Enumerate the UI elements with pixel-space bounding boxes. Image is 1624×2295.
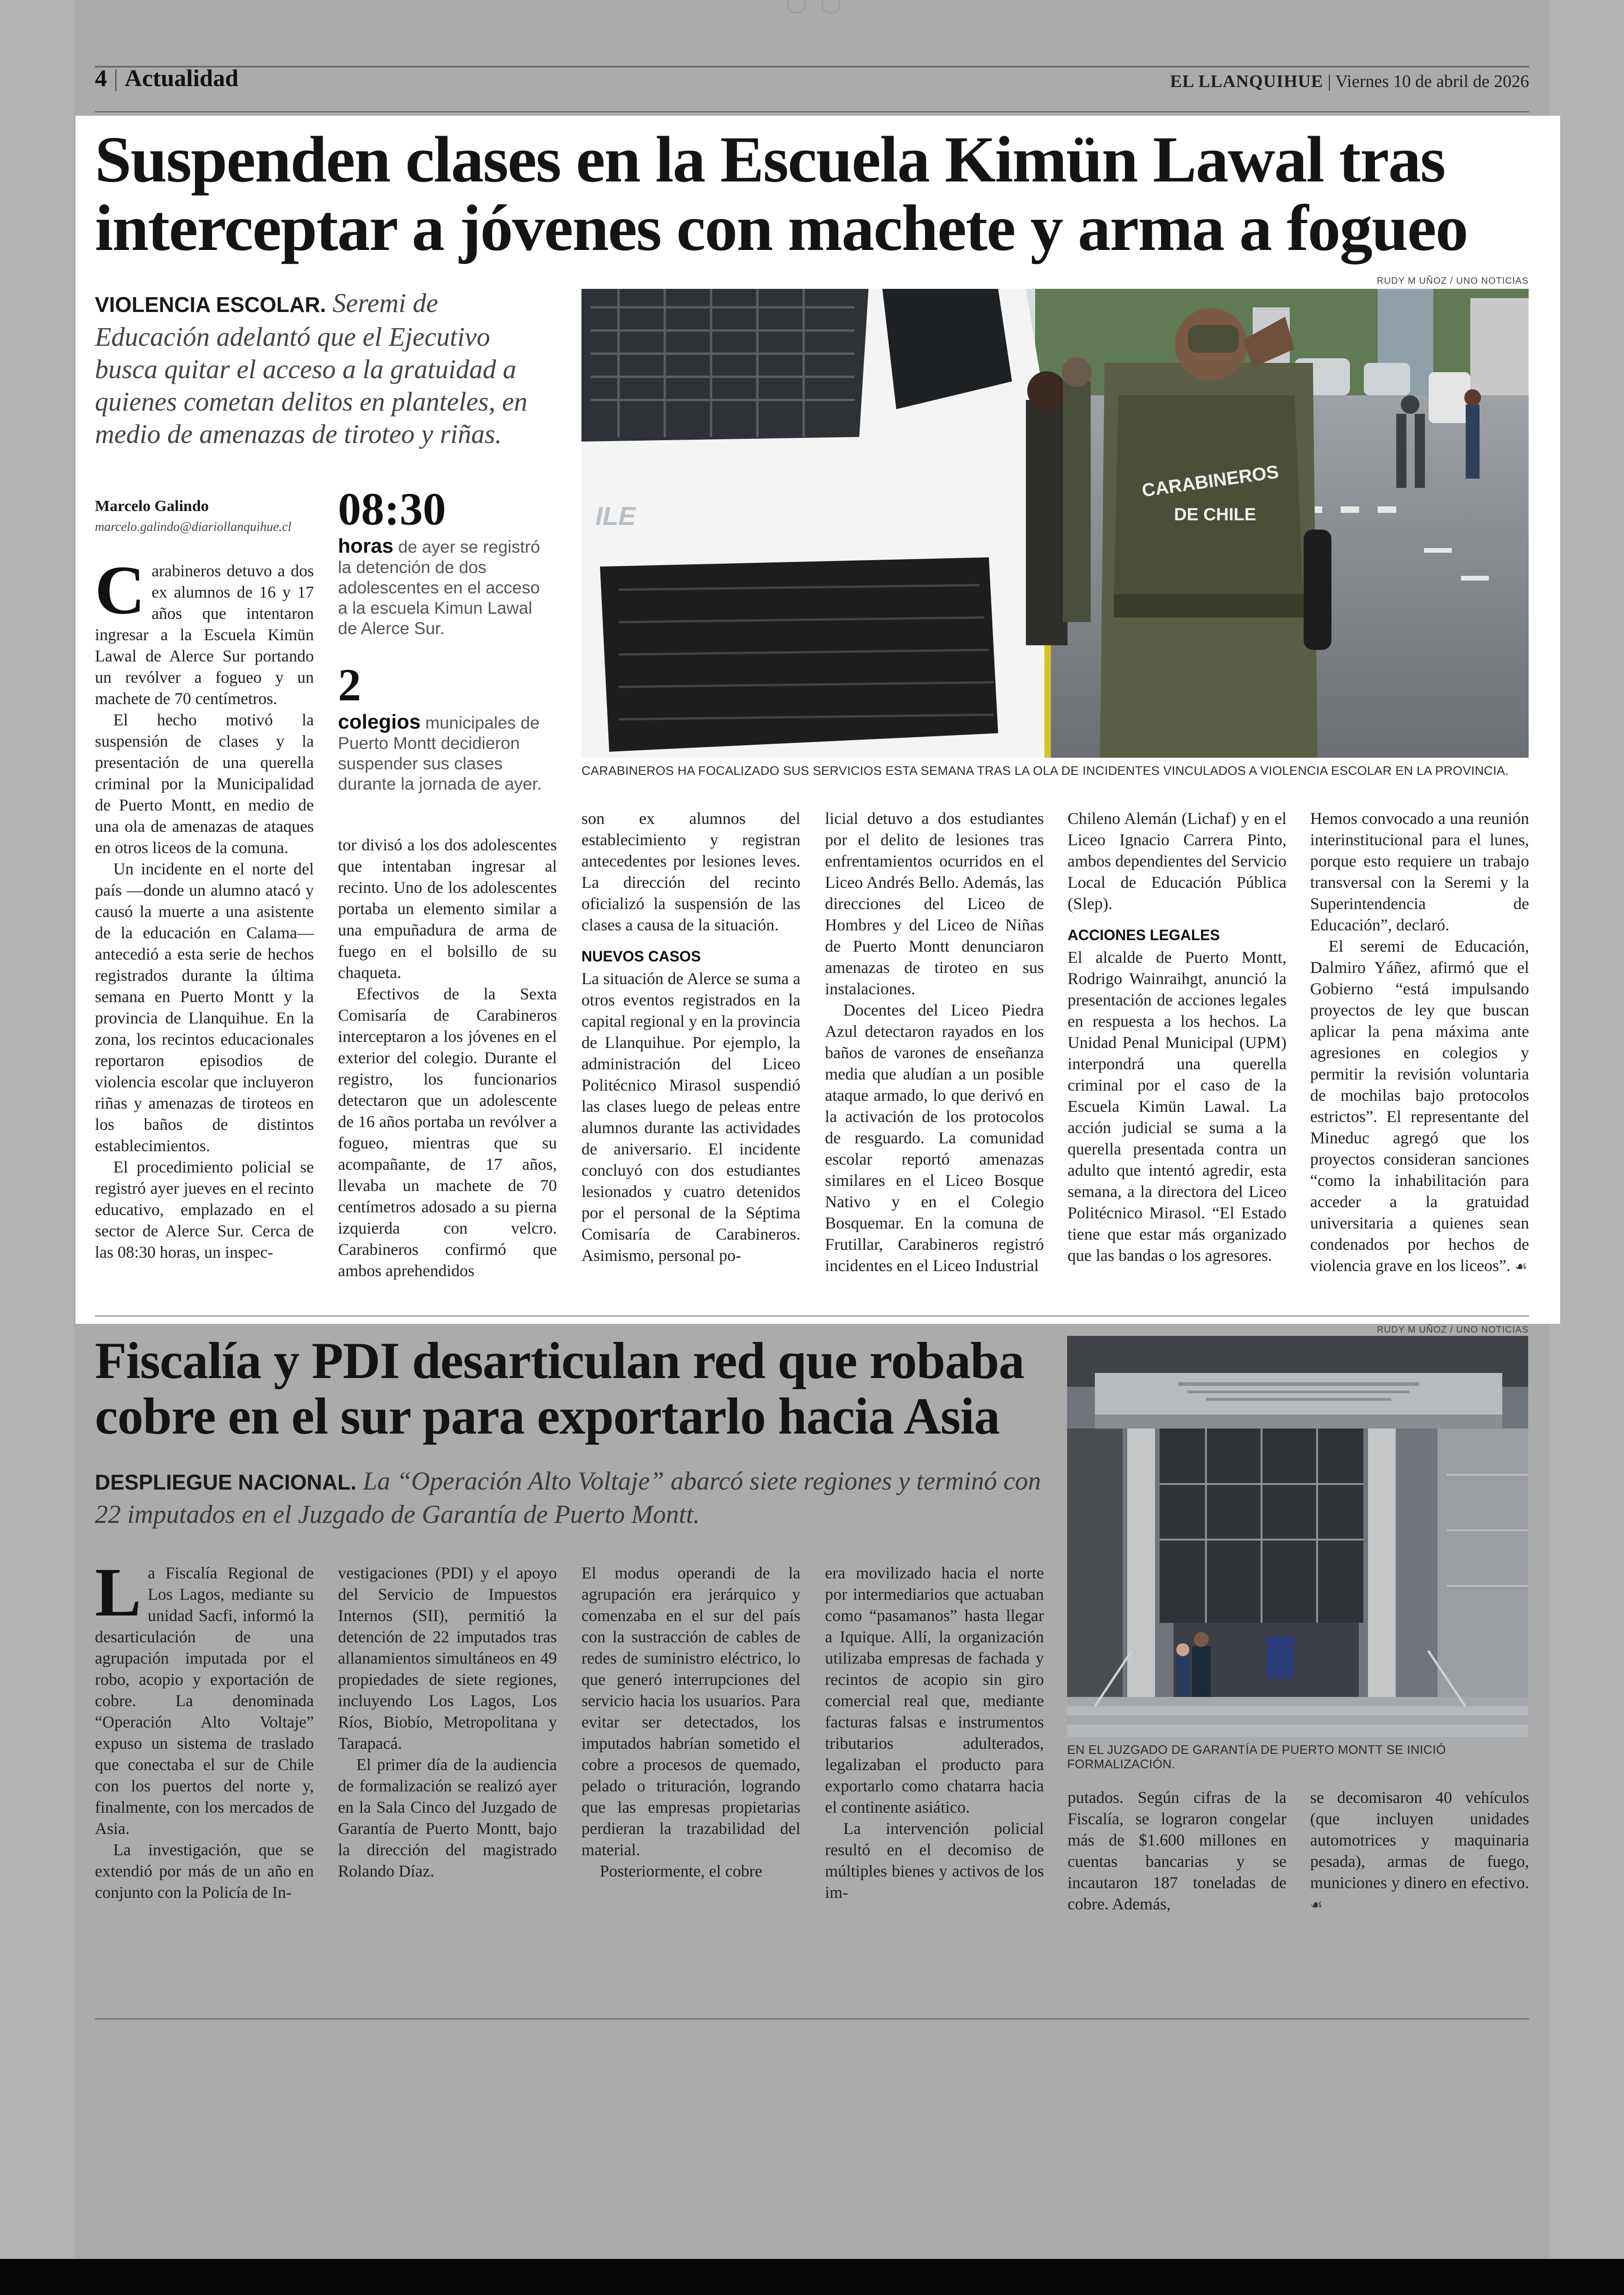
stat-schools-description [338, 712, 551, 794]
body-paragraph: Chileno Alemán (Lichaf) y en el Liceo Ignacio Carrera Pinto, ambos dependientes del Servicio Local de Educación Pública (Slep). [1068, 809, 1287, 913]
article-1-column-6 [1310, 808, 1529, 1278]
stat-time-label: horas [338, 535, 394, 557]
masthead-dateline [1170, 71, 1529, 92]
article-1-headline: Suspenden clases en la Escuela Kimün Lawal tras interceptar a jóvenes con machete y arma a fogueo [95, 123, 1468, 264]
article-1-photo-caption: CARABINEROS HA FOCALIZADO SUS SERVICIOS ESTA SEMANA TRAS LA OLA DE INCIDENTES VINCULADOS A VIOLENCIA ESCOLAR EN LA PROVINCIA. [581, 764, 1509, 778]
van-lettering: ILE [595, 501, 636, 530]
article-1-photo-credit: RUDY M UÑOZ / UNO NOTICIAS [1377, 276, 1529, 286]
body-paragraph: El alcalde de Puerto Montt, Rodrigo Wainraihgt, anunció la presentación de acciones legales en respuesta a los hechos. La Unidad Penal Municipal (UPM) interpondrá una querella criminal por el caso de la Escuela Kimün Lawal. La acción judicial se suma a la querella presentada contra un adulto que intentó agredir, esta semana, a la directora del Liceo Politécnico Mirasol. “El Estado tiene que estar más organizado que las bandas o los agresores. [1068, 948, 1287, 1265]
header-bottom-rule [95, 111, 1529, 112]
article-2-headline: Fiscalía y PDI desarticulan red que robaba cobre en el sur para exportarlo hacia Asia [95, 1332, 1024, 1445]
body-paragraph: La situación de Alerce se suma a otros eventos registrados en la capital regional y en la provincia de Llanquihue. Por ejemplo, la administración del Liceo Politécnico Mirasol suspendió las clases luego de peleas entre alumnos durante las actividades de aniversario. El incidente concluyó con dos estudiantes lesionados y cuatro detenidos por el personal de la Séptima Comisaría de Carabineros. Asimismo, personal po- [581, 969, 800, 1265]
article-2-kicker-text: La “Operación Alto Voltaje” abarcó siete regiones y terminó con 22 imputados en el Juzgado de Garantía de Puerto Montt. [95, 1467, 1041, 1529]
article-1-column-2 [338, 834, 557, 1281]
article-1-column-1 [95, 552, 314, 1263]
article-1-kicker [95, 287, 558, 450]
article-1-photo [581, 289, 1529, 758]
section-name: Actualidad [125, 65, 239, 92]
stat-time-value: 08:30 [338, 483, 446, 535]
body-paragraph: Posteriormente, el cobre [600, 1862, 762, 1880]
article-2-photo-credit: RUDY M UÑOZ / UNO NOTICIAS [1377, 1325, 1529, 1335]
carabineros-photo-illustration [581, 289, 1529, 758]
body-paragraph: Efectivos de la Sexta Comisaría de Carabineros interceptaron a los jóvenes en el exterior del colegio. Durante el registro, los funcionarios detectaron que un adolescente de 16 años portaba un revólver a fogueo, mientras que su acompañante, de 17 años, llevaba un machete de 70 centímetros adosado a su pierna izquierda con velcro. Carabineros confirmó que ambos aprehendidos [338, 985, 557, 1280]
page-section-label [95, 65, 238, 92]
dateline-separator: | [1327, 72, 1331, 91]
header-top-rule [95, 66, 1529, 68]
article-2-column-1 [95, 1554, 314, 1903]
body-paragraph: a Fiscalía Regional de Los Lagos, mediante su unidad Sacfi, informó la desarticulación de una agrupación imputada por el robo, acopio y exportación de cobre. La denominada “Operación Alto Voltaje” expuso un sistema de traslado que conectaba el sur de Chile con los puertos del norte y, finalmente, con los mercados de Asia. [95, 1564, 314, 1838]
end-of-article-icon: ☙ [1310, 1897, 1323, 1913]
article-2-kicker-tag: DESPLIEGUE NACIONAL. [95, 1470, 356, 1494]
article-2-kicker [95, 1465, 1067, 1531]
article-2-column-5 [1068, 1787, 1287, 1915]
body-paragraph [1310, 1787, 1529, 1916]
article-1-kicker-tag: VIOLENCIA ESCOLAR. [95, 293, 326, 317]
viewer-bottom-bar [0, 2259, 1624, 2295]
stat-schools-text: municipales de Puerto Montt decidieron suspender sus clases durante la jornada de ayer. [338, 713, 542, 793]
body-paragraph: vestigaciones (PDI) y el apoyo del Servicio de Impuestos Internos (SII), permitió la detención de 22 imputados tras allanamientos simultáneos en 49 propiedades de siete regiones, incluyendo Los Lagos, Los Ríos, Biobío, Metropolitana y Tarapacá. [338, 1564, 557, 1752]
author-name: Marcelo Galindo [95, 498, 209, 515]
stat-schools-value: 2 [338, 659, 361, 711]
article-1-dropcap: C [95, 552, 145, 629]
body-paragraph-text: se decomisaron 40 vehículos (que incluyen unidades automotrices y maquinaria pesada), armas de fuego, municiones y dinero en efectivo. [1310, 1788, 1529, 1892]
article-2-column-3 [581, 1562, 800, 1882]
end-of-article-icon: ☙ [1514, 1259, 1527, 1274]
article-2-column-6 [1310, 1787, 1529, 1916]
body-paragraph-text: El seremi de Educación, Dalmiro Yáñez, afirmó que el Gobierno “está impulsando proyectos de ley que buscan aplicar la pena máxima ante agresiones en colegios y permitir la revisión voluntaria de mochilas bajo protocolos estrictos”. El representante del Mineduc agregó que los proyectos consideran sanciones “como la inhabilitación para acceder a la gratuidad universitaria a quienes sean condenados por hechos de violencia grave en los liceos”. [1310, 937, 1529, 1275]
body-paragraph: tor divisó a los dos adolescentes que intentaban ingresar al recinto. Uno de los adolescentes portaba un elemento similar a una empuñadura de arma de fuego en el bolsillo de su chaqueta. [338, 836, 557, 982]
stat-time-text: de ayer se registró la detención de dos adolescentes en el acceso a la escuela Kimun Lawal de Alerce Sur. [338, 537, 540, 638]
header-separator: | [113, 65, 119, 92]
body-paragraph: son ex alumnos del establecimiento y registran antecedentes por lesiones leves. La dirección del recinto oficializó la suspensión de las clases a causa de la situación. [581, 809, 800, 934]
article-2-photo-caption: EN EL JUZGADO DE GARANTÍA DE PUERTO MONTT SE INICIÓ FORMALIZACIÓN. [1067, 1743, 1446, 1771]
body-paragraph: El primer día de la audiencia de formalización se realizó ayer en la Sala Cinco del Juzgado de Garantía de Puerto Montt, bajo la dirección del magistrado Rolando Díaz. [338, 1755, 557, 1880]
article-1-column-4 [825, 808, 1044, 1276]
page-bottom-rule [95, 2018, 1529, 2020]
article-2-column-4 [825, 1562, 1044, 1903]
body-paragraph: arabineros detuvo a dos ex alumnos de 16 y 17 años que intentaron ingresar a la Escuela Kimün Lawal de Alerce Sur portando un revólver a fogueo y un machete de 70 centímetros. [95, 561, 314, 708]
stat-box-time [338, 483, 551, 639]
article-1-byline [95, 498, 336, 535]
body-paragraph: El modus operandi de la agrupación era jerárquico y comenzaba en el sur del país con la sustracción de cables de redes de suministro eléctrico, lo que generó interrupciones del servicio hacia los usuarios. Para evitar ser detectados, los imputados habrían sometido el cobre a procesos de quemado, pelado o trituración, logrando que las empresas propietarias perdieran la trazabilidad del material. [581, 1564, 800, 1859]
body-paragraph: Un incidente en el norte del país —donde un alumno atacó y causó la muerte a una asistente de la educación en Calama— antecedió a esta serie de hechos registrados durante la última semana en Puerto Montt y la provincia de Llanquihue. En la zona, los recintos educacionales reportaron episodios de violencia escolar que incluyeron riñas y amenazas de tiroteos en los baños de distintos establecimientos. [95, 860, 314, 1155]
courthouse-photo-illustration [1067, 1336, 1528, 1737]
stat-box-schools [338, 659, 551, 794]
article-2-dropcap: L [95, 1554, 142, 1631]
stat-time-description [338, 536, 551, 639]
subhead-nuevos-casos: NUEVOS CASOS [581, 948, 701, 965]
body-paragraph: El procedimiento policial se registró ayer jueves en el recinto educativo, emplazado en el sector de Alerce Sur. Cerca de las 08:30 horas, un inspec- [95, 1158, 314, 1261]
article-2-photo [1067, 1336, 1528, 1737]
body-paragraph: era movilizado hacia el norte por intermediarios que actuaban como “pasamanos” hasta llegar a Iquique. Allí, la organización utilizaba empresas de fachada y recintos de acopio sin giro comercial real que, mediante facturas falsas e instrumentos tributarios adulterados, legalizaban el producto para exportarlo como chatarra hacia el continente asiático. [825, 1564, 1044, 1816]
body-paragraph: putados. Según cifras de la Fiscalía, se lograron congelar más de $1.600 millones en cuentas bancarias y se incautaron 187 toneladas de cobre. Además, [1068, 1788, 1287, 1913]
body-paragraph: La intervención policial resultó en el decomiso de múltiples bienes y activos de los im- [825, 1819, 1044, 1902]
article-1-column-3 [581, 808, 800, 1266]
article-1-column-5 [1068, 808, 1287, 1266]
vest-lettering-line-1: CARABINEROS [1140, 461, 1280, 501]
body-paragraph: La investigación, que se extendió por más de un año en conjunto con la Policía de In- [95, 1840, 314, 1902]
article-1-kicker-text: Seremi de Educación adelantó que el Ejecutivo busca quitar el acceso a la gratuidad a quienes cometan delitos en planteles, en medio de amenazas de tiroteo y riñas. [95, 288, 528, 449]
publication-name: EL LLANQUIHUE [1170, 72, 1324, 91]
body-paragraph [1310, 935, 1529, 1278]
body-paragraph: Docentes del Liceo Piedra Azul detectaron rayados en los baños de varones de enseñanza media que aludían a un posible ataque armado, lo que derivó en la activación de los protocolos de resguardo. La comunidad escolar reportó amenazas similares en el Liceo Bosque Nativo y en el Colegio Bosquemar. En la comuna de Frutillar, Carabineros registró incidentes en el Liceo Industrial [825, 1001, 1044, 1275]
publication-date: Viernes 10 de abril de 2026 [1335, 72, 1529, 91]
subhead-acciones-legales: ACCIONES LEGALES [1068, 927, 1220, 943]
article-2-column-2 [338, 1562, 557, 1882]
author-email: marcelo.galindo@diariollanquihue.cl [95, 520, 292, 534]
vest-lettering-line-2: DE CHILE [1174, 505, 1256, 524]
body-paragraph: Hemos convocado a una reunión interinstitucional para el lunes, porque esto requiere un trabajo transversal con la Seremi y la Superintendencia de Educación”, declaró. [1310, 809, 1529, 934]
body-paragraph: El hecho motivó la suspensión de clases y la presentación de una querella criminal por la Municipalidad de Puerto Montt, en medio de una ola de amenazas de ataques en otros liceos de la comuna. [95, 711, 314, 857]
stat-schools-label: colegios [338, 711, 421, 733]
body-paragraph: licial detuvo a dos estudiantes por el delito de lesiones tras enfrentamientos ocurridos en el Liceo Andrés Bello. Además, las direcciones del Liceo de Hombres y del Liceo de Niñas de Puerto Montt denunciaron amenazas de tiroteo en sus instalaciones. [825, 809, 1044, 998]
page-number: 4 [95, 65, 107, 92]
